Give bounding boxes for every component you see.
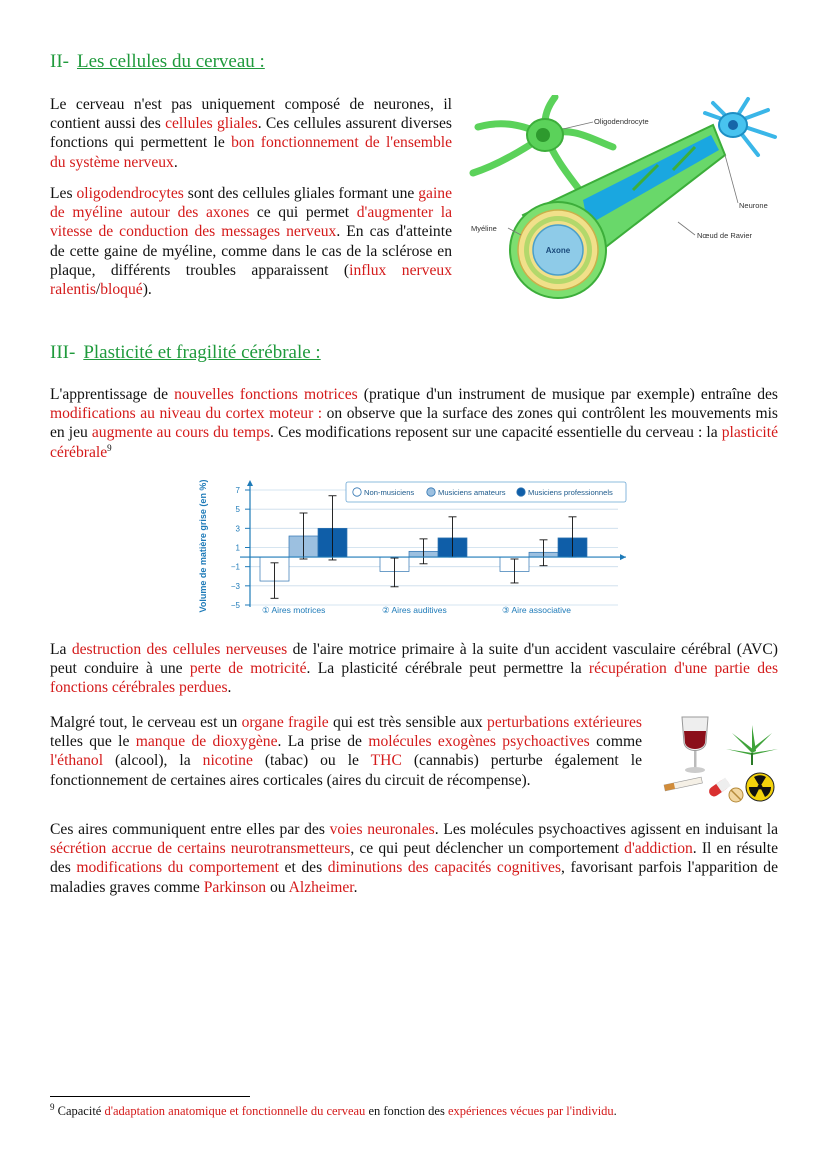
- highlighted-term: plasticité cérébrale: [50, 424, 779, 461]
- highlighted-term: organe fragile: [241, 714, 329, 731]
- text-run: . La plasticité cérébrale peut permettre la: [306, 660, 589, 678]
- highlighted-term: d'augmenter la vitesse de conduction des messages nerveux: [50, 204, 452, 241]
- y-tick-label: −1: [230, 562, 240, 572]
- highlighted-term: l'éthanol: [50, 752, 104, 770]
- text-run: comme: [589, 733, 643, 751]
- highlighted-term: Parkinson: [203, 878, 267, 896]
- text-run: , favorisant parfois l'apparition de maladies graves comme: [50, 859, 778, 896]
- text-run: . En cas d'atteinte de cette gaine de myéline, comme dans le cas de la sclérose en plaque, différents troubles apparaissent (: [50, 223, 452, 279]
- legend-label: Musiciens amateurs: [438, 488, 506, 497]
- text-run: telles que le: [50, 733, 136, 751]
- text-run: . Ces cellules assurent diverses fonctions qui permettent le: [50, 115, 452, 152]
- x-category-label: ① Aires motrices: [262, 605, 326, 615]
- text-run: (alcool), la: [103, 752, 203, 770]
- highlighted-term: Alzheimer: [288, 878, 354, 896]
- x-category-label: ② Aires auditives: [382, 605, 447, 615]
- highlighted-term: bloqué: [100, 281, 143, 299]
- grey-matter-chart: [196, 478, 632, 618]
- text-run: .: [173, 153, 178, 171]
- highlighted-term: d'adaptation anatomique et fonctionnelle du cerveau: [104, 1104, 366, 1118]
- label-noeud-ravier: Nœud de Ravier: [697, 231, 753, 240]
- paragraph-plasticity-text: [50, 386, 778, 461]
- legend-label: Non-musiciens: [364, 488, 415, 497]
- text-run: L'apprentissage de: [50, 386, 175, 403]
- label-axone: Axone: [545, 246, 571, 255]
- chart-legend: [346, 482, 626, 502]
- highlighted-term: expériences vécues par l'individu: [447, 1104, 614, 1118]
- x-axis-arrow: [620, 554, 626, 560]
- paragraph-fragile: [50, 713, 642, 790]
- text-run: qui est très sensible aux: [328, 714, 488, 731]
- text-run: ce qui permet: [249, 204, 357, 222]
- section-2-number: II-: [50, 51, 69, 72]
- highlighted-term: diminutions des capacités cognitives: [327, 859, 562, 877]
- footnote-reference: 9: [107, 442, 112, 453]
- paragraph-addiction: [50, 820, 778, 897]
- text-run: on observe que la surface des zones qui contrôlent les mouvements mis en jeu: [50, 405, 778, 442]
- highlighted-term: augmente au cours du temps: [91, 424, 271, 442]
- highlighted-term: oligodendrocytes: [76, 185, 184, 202]
- y-axis-arrow: [247, 480, 253, 486]
- footnote-separator: [50, 1096, 250, 1097]
- text-run: de l'aire motrice primaire à la suite d'un accident vasculaire cérébral (AVC) peut conduire à une: [50, 641, 778, 678]
- highlighted-term: bon fonctionnement de l'ensemble du système nerveux: [50, 134, 452, 171]
- section-3-heading: [50, 342, 321, 364]
- highlighted-term: récupération d'une partie des fonctions cérébrales perdues: [50, 660, 779, 697]
- y-tick-label: 5: [235, 505, 240, 515]
- radioactive-icon: [746, 773, 774, 801]
- highlighted-term: voies neuronales: [329, 821, 435, 838]
- legend-marker: [353, 488, 361, 496]
- wine-glass-icon: [682, 717, 708, 773]
- text-run: Les: [50, 185, 77, 202]
- label-oligodendrocyte: Oligodendrocyte: [594, 117, 649, 126]
- text-run: en fonction des: [365, 1104, 448, 1118]
- pill-icon: [707, 778, 731, 799]
- text-run: . Les molécules psychoactives agissent en induisant la: [434, 821, 779, 838]
- text-run: (cannabis) perturbe également le fonctionnement de certaines aires corticales (aires du circuit de récompense).: [50, 752, 642, 789]
- text-run: Malgré tout, le cerveau est un: [50, 714, 242, 731]
- y-tick-label: −5: [230, 601, 240, 610]
- highlighted-term: perte de motricité: [189, 660, 307, 678]
- text-run: . Ces modifications reposent sur une capacité essentielle du cerveau : la: [270, 424, 722, 442]
- highlighted-term: cellules gliales: [165, 115, 258, 133]
- paragraph-glial-cells: [50, 95, 452, 172]
- text-run: .: [227, 679, 232, 697]
- highlighted-term: gaine de myéline autour des axones: [50, 185, 453, 222]
- legend-marker: [517, 488, 525, 496]
- psychoactive-substances-illustration: [660, 713, 780, 805]
- highlighted-term: influx nerveux ralentis: [50, 261, 452, 299]
- text-run: /: [95, 281, 101, 299]
- paragraph-avc: [50, 640, 778, 698]
- text-run: (tabac) ou le: [252, 752, 371, 770]
- text-run: , ce qui peut déclencher un comportement: [350, 840, 625, 858]
- y-tick-label: 7: [235, 486, 240, 495]
- y-tick-label: 1: [235, 543, 240, 553]
- cannabis-leaf-icon: [726, 725, 778, 765]
- text-run: Ces aires communiquent entre elles par des: [50, 821, 330, 838]
- legend-marker: [427, 488, 435, 496]
- highlighted-term: nicotine: [202, 752, 253, 770]
- chart-ylabel: Volume de matière grise (en %): [198, 479, 208, 613]
- text-run: . Il en résulte des: [50, 840, 778, 877]
- footnote-number: 9: [50, 1101, 55, 1112]
- highlighted-term: perturbations extérieures: [487, 714, 642, 731]
- section-2-heading: [50, 51, 265, 73]
- text-run: ).: [142, 281, 152, 299]
- highlighted-term: nouvelles fonctions motrices: [174, 386, 358, 403]
- highlighted-term: molécules exogènes psychoactives: [368, 733, 590, 751]
- highlighted-term: d'addiction: [624, 840, 693, 858]
- section-3-number: III-: [50, 342, 76, 363]
- text-run: . La prise de: [277, 733, 369, 751]
- label-myeline: Myéline: [471, 224, 497, 233]
- highlighted-term: THC: [370, 752, 402, 770]
- highlighted-term: modifications au niveau du cortex moteur :: [50, 405, 323, 423]
- section-3-title: Plasticité et fragilité cérébrale :: [83, 342, 321, 363]
- neuron-myelin-illustration: [463, 95, 781, 305]
- text-run: Le cerveau n'est pas uniquement composé de neurones, il contient aussi des: [50, 96, 452, 133]
- no-entry-tablet-icon: [729, 788, 743, 802]
- chart-bars: [260, 496, 587, 599]
- highlighted-term: sécrétion accrue de certains neurotransmetteurs: [50, 840, 351, 858]
- text-run: (pratique d'un instrument de musique par exemple) entraîne des: [357, 386, 778, 403]
- highlighted-term: destruction des cellules nerveuses: [71, 641, 288, 658]
- text-run: La: [50, 641, 72, 658]
- cigarette-icon: [664, 777, 702, 791]
- paragraph-oligodendrocytes: [50, 184, 452, 299]
- text-run: .: [353, 878, 358, 896]
- text-run: ou: [266, 878, 289, 896]
- footnote: [50, 1101, 617, 1119]
- y-tick-label: 3: [235, 524, 240, 534]
- x-category-label: ③ Aire associative: [502, 605, 572, 615]
- highlighted-term: modifications du comportement: [76, 859, 279, 877]
- text-run: .: [613, 1104, 617, 1118]
- text-run: sont des cellules gliales formant une: [183, 185, 419, 202]
- paragraph-plasticity: [50, 385, 778, 462]
- y-tick-label: −3: [230, 581, 240, 591]
- text-run: et des: [278, 859, 328, 877]
- highlighted-term: manque de dioxygène: [135, 733, 278, 751]
- legend-label: Musiciens professionnels: [528, 488, 613, 497]
- section-2-title: Les cellules du cerveau :: [76, 51, 265, 72]
- text-run: Capacité: [54, 1104, 105, 1118]
- label-neurone: Neurone: [739, 201, 768, 210]
